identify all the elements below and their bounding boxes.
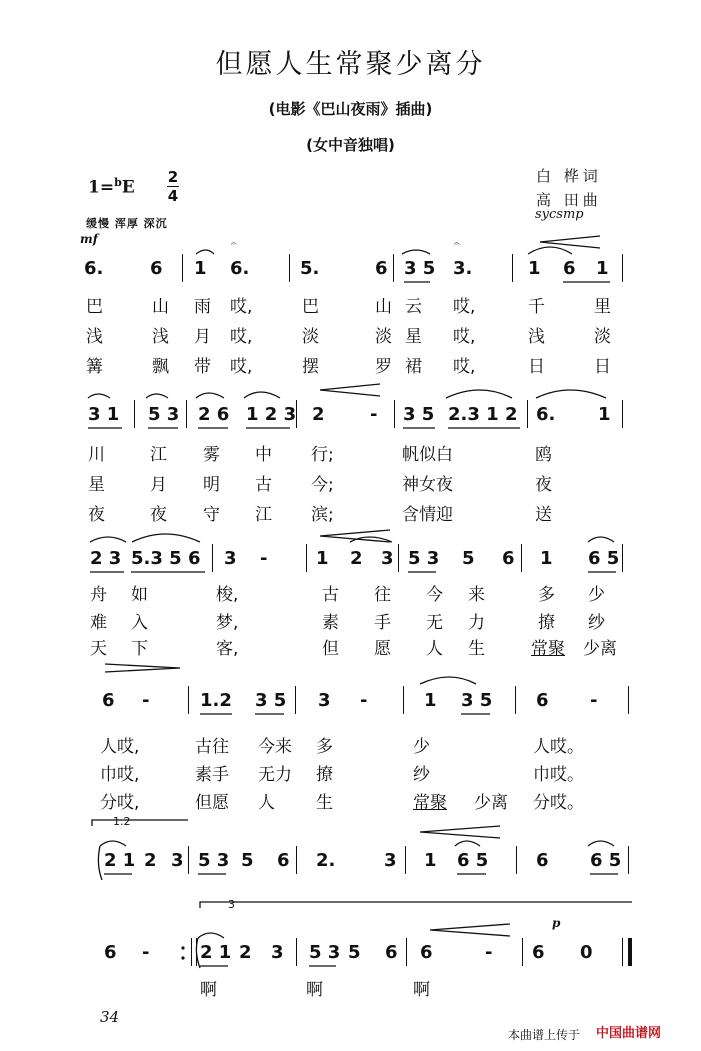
note: - bbox=[590, 690, 598, 711]
lyric: 明 bbox=[203, 475, 220, 495]
note: 6 5 bbox=[590, 850, 622, 871]
lyric: 巾哎, bbox=[100, 765, 140, 785]
lyric: 浅 bbox=[86, 327, 103, 347]
note: 6 bbox=[104, 942, 117, 963]
note: 1 bbox=[528, 258, 541, 279]
lyric: 分哎, bbox=[100, 793, 140, 813]
note: - bbox=[370, 404, 378, 425]
lyric: 啊 bbox=[306, 980, 323, 1000]
lyric: 山 bbox=[375, 297, 392, 317]
lyric: 中 bbox=[255, 445, 272, 465]
note: 1 bbox=[424, 850, 437, 871]
meter-bottom: 4 bbox=[167, 187, 179, 205]
lyric: 啊 bbox=[200, 980, 217, 1000]
lyric: 愿 bbox=[374, 639, 391, 659]
note: 1 bbox=[596, 258, 609, 279]
lyric: 哎, bbox=[453, 327, 476, 347]
slur bbox=[88, 394, 110, 398]
slur bbox=[588, 537, 614, 542]
note: 3 bbox=[381, 548, 394, 569]
tempo-marking: 缓慢 浑厚 深沉 bbox=[86, 217, 168, 230]
lyric: 巾哎。 bbox=[533, 765, 584, 785]
note: 3. bbox=[453, 258, 473, 279]
volta-bracket bbox=[92, 820, 188, 826]
slur bbox=[536, 390, 606, 398]
lyric: 江 bbox=[255, 505, 272, 525]
lyric: 月 bbox=[150, 475, 167, 495]
note: 3 bbox=[224, 548, 237, 569]
note: 6 5 bbox=[588, 548, 620, 569]
lyric: 来 bbox=[468, 585, 485, 605]
lyric: 行; bbox=[311, 445, 334, 465]
lyric: 哎, bbox=[453, 357, 476, 377]
lyric: 哎, bbox=[230, 327, 253, 347]
note: 3 bbox=[271, 942, 284, 963]
lyric: 夜 bbox=[150, 505, 167, 525]
lyric: 素 bbox=[322, 613, 339, 633]
lyric: 常聚 bbox=[413, 793, 447, 813]
note: 1 2 3 bbox=[246, 404, 297, 425]
volta-bracket bbox=[200, 902, 632, 908]
note: 6 bbox=[150, 258, 163, 279]
note: 5.3 5 6 bbox=[131, 548, 201, 569]
note: 5 3 bbox=[408, 548, 440, 569]
lyric: 但愿 bbox=[195, 793, 229, 813]
hairpin bbox=[420, 826, 500, 838]
lyric: 撩 bbox=[316, 765, 333, 785]
lyric: 生 bbox=[316, 793, 333, 813]
slur bbox=[244, 392, 280, 398]
note: 2.3 1 2 bbox=[448, 404, 518, 425]
hairpin bbox=[540, 236, 600, 248]
hairpin bbox=[430, 924, 510, 936]
slur bbox=[132, 534, 200, 542]
note: 6 bbox=[385, 942, 398, 963]
lyric: 哎, bbox=[230, 297, 253, 317]
lyric: 巴 bbox=[302, 297, 319, 317]
lyric: 梭, bbox=[216, 585, 239, 605]
signature: sycsmp bbox=[535, 207, 584, 222]
lyric: 少 bbox=[588, 585, 605, 605]
lyric: 但 bbox=[322, 639, 339, 659]
slur bbox=[420, 677, 476, 684]
lyric: 今 bbox=[426, 585, 443, 605]
slur bbox=[588, 841, 614, 846]
lyric: 天 bbox=[90, 639, 107, 659]
lyric: 淡 bbox=[302, 327, 319, 347]
lyric: 淡 bbox=[594, 327, 611, 347]
dynamic-mf: mf bbox=[80, 232, 98, 246]
lyric: 手 bbox=[374, 613, 391, 633]
volta-1-2-label: 1.2 bbox=[113, 815, 131, 828]
lyric: 梦, bbox=[216, 613, 239, 633]
fermata-icon: 𝄐 bbox=[231, 239, 237, 250]
dynamic-p: p bbox=[552, 916, 561, 930]
lyric: 无 bbox=[426, 613, 443, 633]
lyric: 人 bbox=[426, 639, 443, 659]
lyric: 入 bbox=[131, 613, 148, 633]
lyric: 往 bbox=[374, 585, 391, 605]
note: 6 bbox=[536, 850, 549, 871]
lyric: 少离 bbox=[474, 793, 508, 813]
note: 5 3 bbox=[198, 850, 230, 871]
note: 6. bbox=[230, 258, 250, 279]
note: - bbox=[360, 690, 368, 711]
volta-3-label: 3 bbox=[228, 898, 235, 911]
lyric: 浅 bbox=[528, 327, 545, 347]
lyric: 里 bbox=[594, 297, 611, 317]
note: 1.2 bbox=[200, 690, 232, 711]
lyric: 纱 bbox=[413, 765, 430, 785]
note: 2 bbox=[312, 404, 325, 425]
lyric: 无力 bbox=[258, 765, 292, 785]
slur bbox=[446, 390, 512, 398]
lyric: 夜 bbox=[88, 505, 105, 525]
slur bbox=[196, 250, 214, 254]
note: 5 3 bbox=[148, 404, 180, 425]
note: 1 bbox=[194, 258, 207, 279]
note: 6 bbox=[102, 690, 115, 711]
note: - bbox=[485, 942, 493, 963]
lyric: 人哎。 bbox=[533, 737, 584, 757]
note: 6 bbox=[532, 942, 545, 963]
note: 3 5 bbox=[403, 404, 435, 425]
note: 6 bbox=[536, 690, 549, 711]
note: 6 bbox=[375, 258, 388, 279]
slur bbox=[98, 846, 102, 880]
key-prefix: 1= bbox=[88, 177, 115, 198]
note: 3 5 bbox=[255, 690, 287, 711]
lyric: 少离 bbox=[583, 639, 617, 659]
lyric: 夜 bbox=[535, 475, 552, 495]
lyric: 日 bbox=[594, 357, 611, 377]
note: 2 6 bbox=[198, 404, 230, 425]
lyric: 飘 bbox=[152, 357, 169, 377]
note: - bbox=[260, 548, 268, 569]
lyric: 日 bbox=[528, 357, 545, 377]
repeat-dot bbox=[181, 946, 184, 949]
note: 6 bbox=[420, 942, 433, 963]
lyric: 千 bbox=[528, 297, 545, 317]
lyric: 如 bbox=[131, 585, 148, 605]
note: 5. bbox=[300, 258, 320, 279]
lyric: 今; bbox=[311, 475, 334, 495]
meter-top: 2 bbox=[167, 168, 179, 186]
fermata-icon: 𝄐 bbox=[454, 239, 460, 250]
flat-sign: b bbox=[114, 176, 122, 189]
lyric: 力 bbox=[468, 613, 485, 633]
note: 6 5 bbox=[457, 850, 489, 871]
lyric: 鸥 bbox=[535, 445, 552, 465]
lyric: 滨; bbox=[311, 505, 334, 525]
lyric: 篝 bbox=[86, 357, 103, 377]
note: 6 bbox=[563, 258, 576, 279]
lyric: 啊 bbox=[413, 980, 430, 1000]
lyric: 含情迎 bbox=[402, 505, 453, 525]
note: - bbox=[142, 942, 150, 963]
lyric: 巴 bbox=[86, 297, 103, 317]
note: 2 bbox=[350, 548, 363, 569]
note: - bbox=[142, 690, 150, 711]
lyric: 星 bbox=[88, 475, 105, 495]
slur bbox=[455, 841, 480, 846]
note: 6. bbox=[84, 258, 104, 279]
lyric: 下 bbox=[131, 639, 148, 659]
lyric: 人哎, bbox=[100, 737, 140, 757]
note: 1 bbox=[316, 548, 329, 569]
note: 6 bbox=[277, 850, 290, 871]
performance-note: (女中音独唱) bbox=[306, 136, 395, 154]
lyric: 素手 bbox=[195, 765, 229, 785]
composer-credit: 高 田曲 bbox=[536, 191, 602, 209]
note: 3 bbox=[318, 690, 331, 711]
slur bbox=[528, 247, 572, 254]
lyric: 江 bbox=[150, 445, 167, 465]
slur bbox=[90, 537, 126, 542]
note: 5 bbox=[241, 850, 254, 871]
lyric: 裙 bbox=[405, 357, 422, 377]
lyric: 古往 bbox=[195, 737, 229, 757]
lyric: 守 bbox=[203, 505, 220, 525]
lyric: 帆似白 bbox=[402, 445, 453, 465]
note: 3 5 bbox=[461, 690, 493, 711]
song-subtitle: (电影《巴山夜雨》插曲) bbox=[268, 100, 433, 118]
lyric: 雨 bbox=[194, 297, 211, 317]
slur bbox=[402, 250, 430, 254]
lyricist-credit: 白 桦词 bbox=[536, 167, 602, 185]
note: 5 3 bbox=[309, 942, 341, 963]
slur bbox=[146, 394, 168, 398]
hairpin bbox=[105, 664, 180, 672]
key-tonic: E bbox=[121, 177, 135, 198]
note: 2 bbox=[239, 942, 252, 963]
lyric: 人 bbox=[258, 793, 275, 813]
song-title: 但愿人生常聚少离分 bbox=[215, 49, 486, 80]
lyric: 今来 bbox=[258, 737, 292, 757]
note: 3 1 bbox=[88, 404, 120, 425]
lyric: 常聚 bbox=[531, 639, 565, 659]
lyric: 浅 bbox=[152, 327, 169, 347]
lyric: 撩 bbox=[538, 613, 555, 633]
note: 1 bbox=[540, 548, 553, 569]
lyric: 淡 bbox=[375, 327, 392, 347]
lyric: 山 bbox=[152, 297, 169, 317]
note: 6 bbox=[502, 548, 515, 569]
note: 2. bbox=[316, 850, 336, 871]
note: 2 1 bbox=[104, 850, 136, 871]
lyric: 带 bbox=[194, 357, 211, 377]
lyric: 少 bbox=[413, 737, 430, 757]
note: 1 bbox=[424, 690, 437, 711]
note: 3 bbox=[384, 850, 397, 871]
lyric: 摆 bbox=[302, 357, 319, 377]
page-number: 34 bbox=[100, 1008, 120, 1026]
lyric: 多 bbox=[316, 737, 333, 757]
lyric: 送 bbox=[535, 505, 552, 525]
lyric: 多 bbox=[538, 585, 555, 605]
lyric: 古 bbox=[255, 475, 272, 495]
note: 0 bbox=[580, 942, 593, 963]
note: 2 3 bbox=[90, 548, 122, 569]
lyric: 客, bbox=[216, 639, 239, 659]
lyric: 云 bbox=[405, 297, 422, 317]
lyric: 神女夜 bbox=[402, 475, 453, 495]
slur bbox=[196, 393, 224, 398]
repeat-dot bbox=[181, 956, 184, 959]
hairpin bbox=[320, 384, 380, 396]
note: 6. bbox=[536, 404, 556, 425]
lyric: 川 bbox=[88, 445, 105, 465]
lyric: 哎, bbox=[453, 297, 476, 317]
lyric: 纱 bbox=[588, 613, 605, 633]
lyric: 月 bbox=[194, 327, 211, 347]
note: 1 bbox=[598, 404, 611, 425]
lyric: 哎, bbox=[230, 357, 253, 377]
note: 3 bbox=[171, 850, 184, 871]
note: 3 5 bbox=[404, 258, 436, 279]
lyric: 雾 bbox=[203, 445, 220, 465]
lyric: 生 bbox=[468, 639, 485, 659]
site-logo: 中国曲谱网 bbox=[596, 1026, 662, 1041]
note: 2 bbox=[144, 850, 157, 871]
lyric: 难 bbox=[90, 613, 107, 633]
slur bbox=[198, 933, 224, 938]
slur bbox=[100, 841, 126, 846]
note: 5 bbox=[462, 548, 475, 569]
lyric: 罗 bbox=[375, 357, 392, 377]
lyric: 古 bbox=[322, 585, 339, 605]
lyric: 分哎。 bbox=[533, 793, 584, 813]
note: 5 bbox=[348, 942, 361, 963]
upload-note: 本曲谱上传于 bbox=[508, 1028, 581, 1042]
lyric: 星 bbox=[405, 327, 422, 347]
slur bbox=[196, 938, 200, 968]
lyric: 舟 bbox=[90, 585, 107, 605]
note: 2 1 bbox=[200, 942, 232, 963]
